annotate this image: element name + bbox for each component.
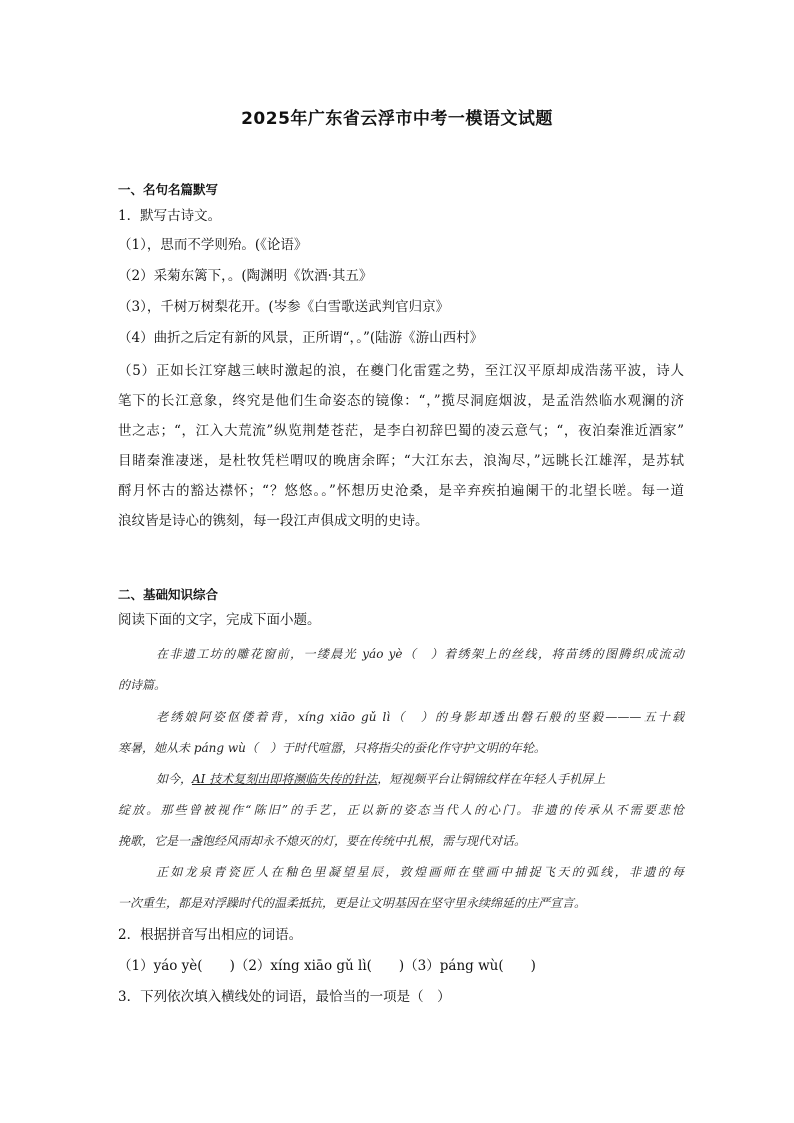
question-2: 2．根据拼音写出相应的词语。 xyxy=(118,927,303,943)
passage-line: 的诗篇。 xyxy=(118,678,167,692)
q1-item-5-line: （5）正如长江穿越三峡时激起的浪，在夔门化雷霆之势，至江汉平原却成浩荡平波，诗人 xyxy=(118,363,684,379)
q1-item-4: （4）曲折之后定有新的风景，正所谓“，。”(陆游《游山西村》 xyxy=(118,330,484,346)
q1-item-5-line: 酹月怀古的豁达襟怀；“？悠悠。。”怀想历史沧桑，是辛弃疾拍遍阑干的北望长嗟。每一道 xyxy=(118,483,684,499)
passage-line: 寒暑，她从未 páng wù（ ）于时代喧嚣，只将指尖的蚕化作守护文明的年轮。 xyxy=(118,741,546,755)
passage-line: 一次重生，都是对浮躁时代的温柔抵抗，更是让文明基因在坚守里永续绵延的庄严宣言。 xyxy=(118,896,587,910)
question-2-blanks: （1）yáo yè( )（2）xíng xiāo gǔ lì( )（3）páng wù( ) xyxy=(118,958,536,974)
q1-item-5-line: 世之志；“，江入大荒流”纵览荆楚苍茫，是李白初辞巴蜀的凌云意气；“，夜泊秦淮近酒家” xyxy=(118,423,684,439)
q1-item-5-line: 目睹秦淮凄迷，是杜牧凭栏喟叹的晚唐余晖；“大江东去，浪淘尽，”远眺长江雄浑，是苏轼 xyxy=(118,453,684,469)
section-1-heading: 一、名句名篇默写 xyxy=(118,182,219,197)
passage-line: 正如龙泉青瓷匠人在釉色里凝望星辰，敦煌画师在壁画中捕捉飞天的弧线，非遗的每 xyxy=(156,865,684,879)
q1-item-1: （1），思而不学则殆。(《论语》 xyxy=(118,237,308,253)
passage-text: ，短视频平台让铜锦纹样在年轻人手机屏上 xyxy=(377,772,606,786)
q1-item-5-line: 笔下的长江意象，终究是他们生命姿态的镜像：“，”揽尽洞庭烟波，是孟浩然临水观澜的济 xyxy=(118,393,684,409)
section-2-heading: 二、基础知识综合 xyxy=(118,587,219,602)
passage-text: 如今， xyxy=(156,772,193,786)
q1-item-5-line: 浪纹皆是诗心的镌刻，每一段江声俱成文明的史诗。 xyxy=(118,513,429,529)
passage-line: 老绣娘阿姿伛偻着背，xíng xiāo gǔ lì（ ）的身影却透出磐石般的坚毅———五十载 xyxy=(156,710,684,724)
underlined-phrase: AI 技术复刻出即将濒临失传的针法 xyxy=(192,772,378,786)
question-3: 3．下列依次填入横线处的词语，最恰当的一项是（ ） xyxy=(118,989,451,1005)
passage-line: 绽放。那些曾被视作“陈旧”的手艺，正以新的姿态当代人的心门。非遗的传承从不需要悲怆 xyxy=(118,803,684,817)
passage-line: 挽歌，它是一盏饱经风雨却永不熄灭的灯，要在传统中扎根，需与现代对话。 xyxy=(118,834,527,848)
section-2-intro: 阅读下面的文字，完成下面小题。 xyxy=(118,612,321,628)
question-1: 1．默写古诗文。 xyxy=(118,208,222,224)
passage-line: 在非遗工坊的雕花窗前，一缕晨光 yáo yè（ ）着绣架上的丝线，将苗绣的图腾织成流动 xyxy=(156,647,684,661)
passage-line xyxy=(118,769,684,789)
q1-item-2: （2）采菊东篱下，。(陶渊明《饮酒·其五》 xyxy=(118,268,373,284)
q1-item-3: （3），千树万树梨花开。(岑参《白雪歌送武判官归京》 xyxy=(118,299,450,315)
page-title: 2025年广东省云浮市中考一模语文试题 xyxy=(241,109,553,129)
